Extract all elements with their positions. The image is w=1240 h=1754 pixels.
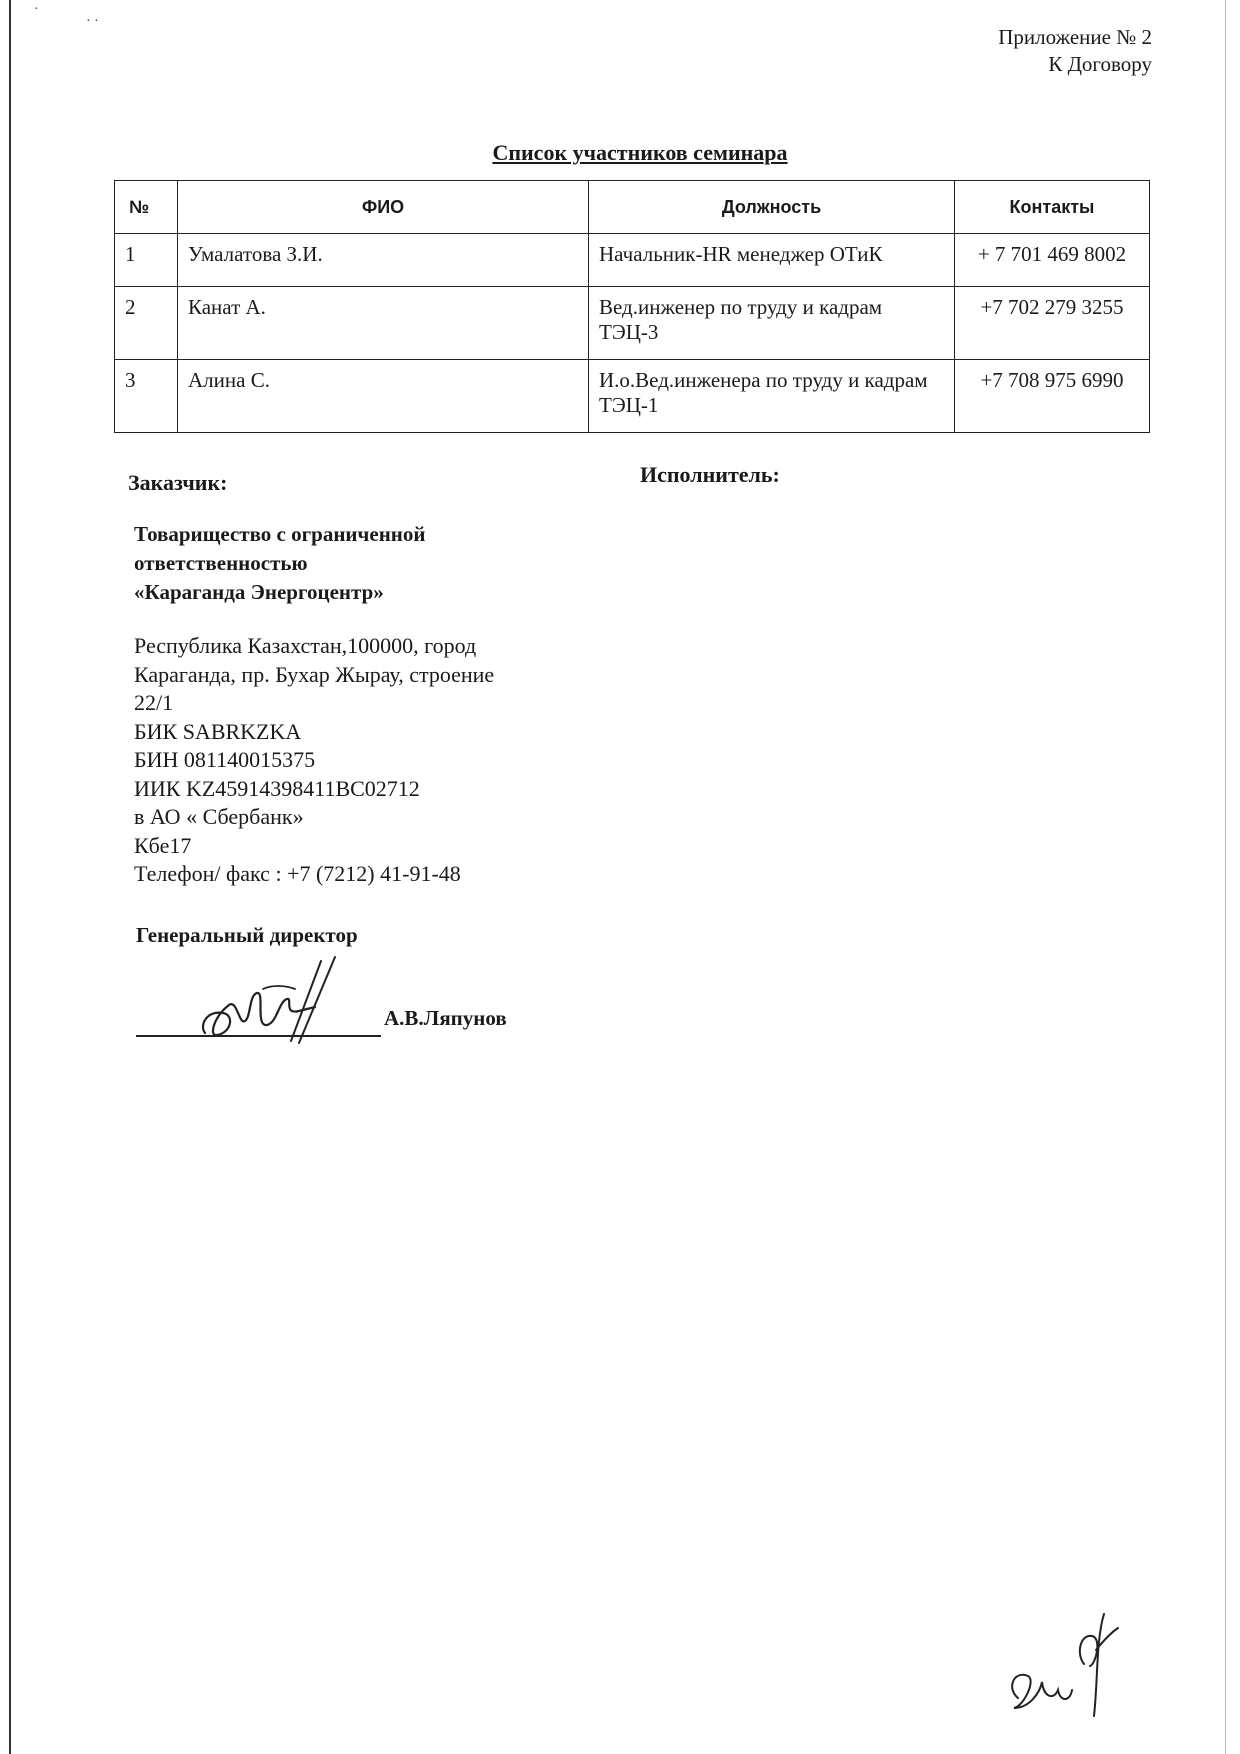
participants-table (114, 180, 1150, 433)
row-number: 1 (115, 234, 178, 287)
customer-company (134, 520, 426, 607)
header-number: № (115, 181, 178, 234)
director-title: Генеральный директор (136, 923, 358, 947)
header-contacts: Контакты (955, 181, 1150, 234)
table-row (115, 287, 1150, 360)
table-row (115, 234, 1150, 287)
annex-reference: К Договору (1048, 52, 1152, 76)
director-name: А.В.Ляпунов (384, 1006, 507, 1030)
row-fio: Канат А. (178, 287, 589, 360)
scan-speck: · (34, 2, 39, 17)
bin: БИН 081140015375 (134, 747, 316, 772)
scan-right-edge (1225, 0, 1226, 1754)
annex-header (998, 24, 1152, 78)
address-line: 22/1 (134, 690, 174, 715)
header-fio: ФИО (178, 181, 589, 234)
table-row (115, 360, 1150, 433)
document-title: Список участников семинара (492, 140, 788, 165)
row-fio: Алина С. (178, 360, 589, 433)
address-line: Республика Казахстан,100000, город (134, 633, 477, 658)
signature-line (136, 1035, 381, 1037)
header-position: Должность (589, 181, 955, 234)
iik: ИИК KZ45914398411BC02712 (134, 775, 420, 801)
row-position: Вед.инженер по труду и кадрам ТЭЦ-3 (589, 287, 955, 360)
row-fio: Умалатова З.И. (178, 234, 589, 287)
company-name-line: Товарищество с ограниченной (134, 522, 426, 546)
row-contact: +7 702 279 3255 (955, 287, 1150, 360)
bank: в АО « Сбербанк» (134, 804, 304, 829)
address-line: Караганда, пр. Бухар Жырау, строение (134, 661, 495, 687)
phone-fax: Телефон/ факс : +7 (7212) 41-91-48 (134, 861, 461, 886)
kbe: Кбе17 (134, 832, 192, 858)
row-contact: + 7 701 469 8002 (955, 234, 1150, 287)
row-number: 3 (115, 360, 178, 433)
executor-label: Исполнитель: (640, 462, 780, 487)
annex-number: Приложение № 2 (998, 25, 1152, 49)
company-name-line: «Караганда Энергоцентр» (134, 580, 384, 604)
customer-details (134, 632, 494, 889)
initials-mark (1000, 1610, 1140, 1720)
scan-left-edge (9, 0, 11, 1754)
customer-label: Заказчик: (128, 470, 228, 495)
scan-speck: · · (86, 14, 99, 29)
table-header-row (115, 181, 1150, 234)
row-position: И.о.Вед.инженера по труду и кадрам ТЭЦ-1 (589, 360, 955, 433)
company-name-line: ответственностью (134, 551, 308, 575)
row-position: Начальник-HR менеджер ОТиК (589, 234, 955, 287)
row-contact: +7 708 975 6990 (955, 360, 1150, 433)
bik: БИК SABRKZKA (134, 718, 302, 744)
row-number: 2 (115, 287, 178, 360)
